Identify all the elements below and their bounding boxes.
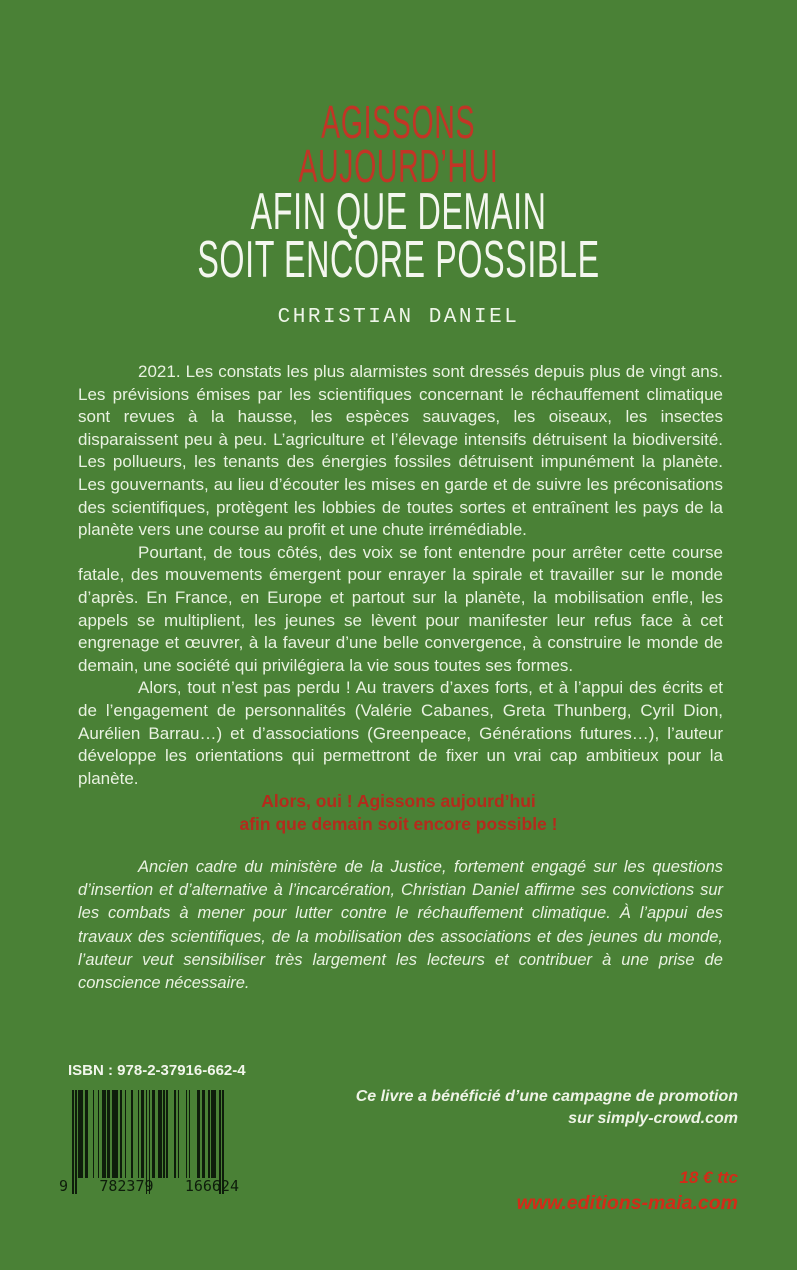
synopsis-paragraph-3: Alors, tout n’est pas perdu ! Au travers d’axes forts, et à l’appui des écrits et de l’engagement de personnalités (Valérie Cabanes, Greta Thunberg, Cyril Dion, Aurélien Barrau…) et d’associations (Greenpeace, Générations futures…), l’auteur développe les orientations qui permettront de fixer un vrai cap ambitieux pour la planète. [78,678,723,788]
promotion-note [318,1086,738,1130]
price-label: 18 € ttc [679,1168,738,1187]
call-to-action [0,790,797,836]
barcode-digit-group-2: 782379 [99,1177,154,1195]
barcode-digit-group-3: 166624 [184,1177,239,1195]
promotion-line-1: Ce livre a bénéficié d’une campagne de promotion [355,1088,738,1105]
title-block [0,96,797,329]
synopsis-paragraph-2: Pourtant, de tous côtés, des voix se font entendre pour arrêter cette course fatale, des mouvements émergent pour enrayer la spirale et travailler sur le monde d’après. En France, en Europe et partout sur la planète, la mobilisation enfle, les appels se multiplient, les jeunes se lèvent pour manifester leur refus face à cet engrenage et œuvrer, à la faveur d’une belle convergence, à construire le monde de demain, une société qui privilégiera la vie sous toutes ses formes. [78,542,723,675]
barcode-digit-group-1: 9 [59,1177,69,1195]
author-bio-text: Ancien cadre du ministère de la Justice, fortement engagé sur les questions d’insertion et d’alternative à l’incarcération, Christian Daniel affirme ses convictions sur les combats à mener pour lutter contre le réchauffement climatique. À l’appui des travaux des scientifiques, de la mobilisation des associations et des jeunes du monde, l’auteur veut sensibiliser très largement les lecteurs et contribuer à une prise de conscience nécessaire. [78,858,723,993]
isbn-label: ISBN : 978-2-37916-662-4 [68,1062,246,1079]
promotion-line-2: sur simply-crowd.com [568,1110,738,1127]
call-to-action-line-1: Alors, oui ! Agissons aujourd’hui [261,791,536,811]
call-to-action-line-2: afin que demain soit encore possible ! [239,814,558,834]
synopsis-text [78,361,723,790]
author-name: CHRISTIAN DANIEL [277,306,520,329]
ean13-barcode [59,1090,239,1200]
barcode-digits [59,1177,239,1195]
subtitle-line-1: AFIN QUE DEMAIN [250,183,547,241]
title-line-2: AUJOURD’HUI [298,140,499,192]
subtitle-line-2: SOIT ENCORE POSSIBLE [197,231,600,289]
synopsis-paragraph-1: 2021. Les constats les plus alarmistes sont dressés depuis plus de vingt ans. Les prévisions émises par les scientifiques concernant le réchauffement climatique sont revues à la hausse, les espèces sauvages, les oiseaux, les insectes disparaissent peu à peu. L’agriculture et l’élevage intensifs détruisent la biodiversité. Les pollueurs, les tenants des énergies fossiles détruisent impunément la planète. Les gouvernants, au lieu d’écouter les mises en garde et de suivre les préconisations des scientifiques, protègent les lobbies de toutes sortes et entraînent les pays de la planète vers une course au profit et une chute irrémédiable. [78,362,723,540]
author-bio [78,856,723,995]
publisher-website: www.editions-maia.com [516,1192,738,1214]
title-line-1: AGISSONS [321,96,476,148]
